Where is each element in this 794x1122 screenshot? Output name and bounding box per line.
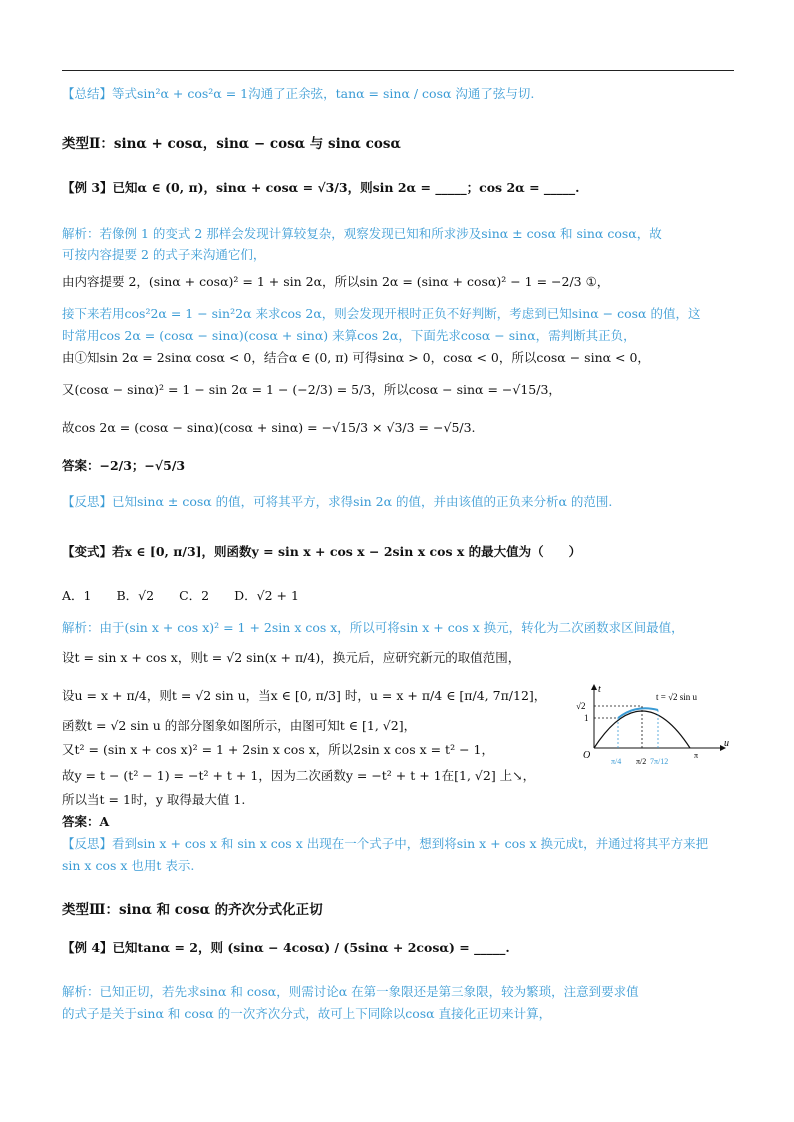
variant-question: 【变式】若x ∈ [0, π/3]，则函数y = sin x + cos x − 2sin x cos x 的最大值为（ ） xyxy=(62,544,582,559)
analysis-line-1: 解析：若像例 1 的变式 2 那样会发现计算较复杂，观察发现已知和所求涉及sinα ± cosα 和 sinα cosα，故 xyxy=(62,226,662,241)
sqrt2-label: √2 xyxy=(576,701,586,711)
example-4-question: 【例 4】已知tanα = 2，则 (sinα − 4cosα) / (5sinα + 2cosα) = _____. xyxy=(62,940,510,955)
tick-pi4: π/4 xyxy=(611,757,622,766)
type-2-heading: 类型Ⅱ：sinα + cosα，sinα − cosα 与 sinα cosα xyxy=(62,136,401,152)
solution-line-2: 由①知sin 2α = 2sinα cosα < 0，结合α ∈ (0, π) 可得sinα > 0，cosα < 0，所以cosα − sinα < 0， xyxy=(62,350,650,365)
reflection-example-3: 【反思】已知sinα ± cosα 的值，可将其平方，求得sin 2α 的值，并由该值的正负来分析α 的范围. xyxy=(62,494,613,509)
solution-line-1: 由内容提要 2，(sinα + cosα)² = 1 + sin 2α，所以sin 2α = (sinα + cosα)² − 1 = −2/3 ①， xyxy=(62,274,610,289)
example-4-analysis-2: 的式子是关于sinα 和 cosα 的一次齐次分式，故可上下同除以cosα 直接化正切来计算， xyxy=(62,1006,552,1021)
type-3-heading: 类型Ⅲ：sinα 和 cosα 的齐次分式化正切 xyxy=(62,902,323,918)
tick-pi2: π/2 xyxy=(636,757,647,766)
analysis-line-2: 可按内容提要 2 的式子来沟通它们， xyxy=(62,247,266,262)
sine-graph xyxy=(556,684,732,790)
origin-label: O xyxy=(583,750,591,761)
answer-example-3: 答案：−2/3；−√5/3 xyxy=(62,458,186,473)
reflection-variant-2: sin x cos x 也用t 表示. xyxy=(62,858,195,873)
variant-analysis-1: 解析：由于(sin x + cos x)² = 1 + 2sin x cos x，所以可将sin x + cos x 换元，转化为二次函数求区间最值， xyxy=(62,620,684,635)
example-4-analysis-1: 解析：已知正切，若先求sinα 和 cosα，则需讨论α 在第一象限还是第三象限，较为繁琐，注意到要求值 xyxy=(62,984,639,999)
analysis-line-3: 接下来若用cos²2α = 1 − sin²2α 来求cos 2α，则会发现开根时正负不好判断，考虑到已知sinα − cosα 的值，这 xyxy=(62,306,701,321)
analysis-line-4: 时常用cos 2α = (cosα − sinα)(cosα + sinα) 来算cos 2α，下面先求cosα − sinα，需判断其正负， xyxy=(62,328,636,343)
variant-options: A．1 B．√2 C．2 D．√2 + 1 xyxy=(62,588,299,603)
variant-solution-6: 所以当t = 1时，y 取得最大值 1. xyxy=(62,792,246,807)
variant-solution-2: 设u = x + π/4，则t = √2 sin u，当x ∈ [0, π/3] 时，u = x + π/4 ∈ [π/4, 7π/12]， xyxy=(62,688,547,703)
variant-solution-3: 函数t = √2 sin u 的部分图象如图所示，由图可知t ∈ [1, √2]， xyxy=(62,718,417,733)
top-rule xyxy=(62,70,734,71)
variant-solution-4: 又t² = (sin x + cos x)² = 1 + 2sin x cos x，所以2sin x cos x = t² − 1， xyxy=(62,742,494,757)
answer-variant: 答案：A xyxy=(62,814,110,829)
tick-7pi12: 7π/12 xyxy=(650,757,669,766)
u-axis-label: u xyxy=(724,738,729,749)
t-axis-arrow xyxy=(591,684,597,690)
t-axis-label: t xyxy=(598,684,601,695)
summary-line: 【总结】等式sin²α + cos²α = 1沟通了正余弦，tanα = sinα / cosα 沟通了弦与切. xyxy=(62,86,535,101)
reflection-variant-1: 【反思】看到sin x + cos x 和 sin x cos x 出现在一个式子中，想到将sin x + cos x 换元成t，并通过将其平方来把 xyxy=(62,836,709,851)
one-label: 1 xyxy=(584,713,589,723)
solution-line-4: 故cos 2α = (cosα − sinα)(cosα + sinα) = −√15/3 × √3/3 = −√5/3. xyxy=(62,420,476,435)
example-3-question: 【例 3】已知α ∈ (0, π)，sinα + cosα = √3/3，则sin 2α = _____；cos 2α = _____. xyxy=(62,180,580,195)
variant-solution-5: 故y = t − (t² − 1) = −t² + t + 1，因为二次函数y = −t² + t + 1在[1, √2] 上↘， xyxy=(62,768,536,783)
curve-label: t = √2 sin u xyxy=(656,692,698,702)
tick-pi: π xyxy=(694,751,699,760)
variant-solution-1: 设t = sin x + cos x，则t = √2 sin(x + π/4)，换元后，应研究新元的取值范围， xyxy=(62,650,521,665)
solution-line-3: 又(cosα − sinα)² = 1 − sin 2α = 1 − (−2/3) = 5/3，所以cosα − sinα = −√15/3， xyxy=(62,382,561,397)
